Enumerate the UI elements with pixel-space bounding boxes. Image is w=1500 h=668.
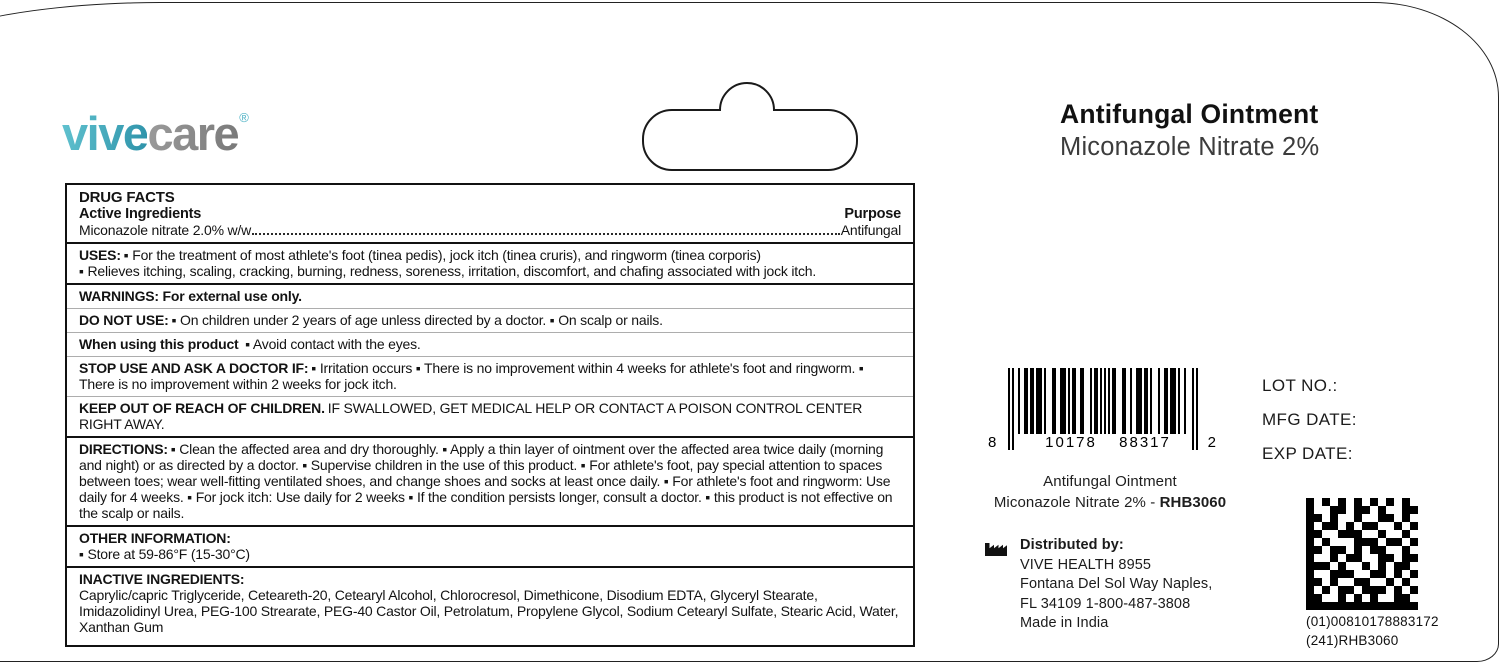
datamatrix-cell <box>1394 538 1402 546</box>
datamatrix-cell <box>1306 514 1314 522</box>
barcode-bar <box>1080 368 1084 434</box>
do-not-use-text: ▪ On children under 2 years of age unless directed by a doctor. ▪ On scalp or nails. <box>171 312 663 328</box>
datamatrix-cell <box>1314 514 1322 522</box>
lot-no-label: LOT NO.: <box>1262 376 1338 395</box>
logo-vive-text: vive <box>62 107 148 160</box>
datamatrix-cell <box>1346 554 1354 562</box>
datamatrix-cell <box>1338 570 1346 578</box>
datamatrix-cell <box>1402 530 1410 538</box>
upc-barcode <box>988 368 1218 452</box>
datamatrix-cell <box>1322 538 1330 546</box>
datamatrix-gtin: (01)00810178883172 <box>1306 614 1439 629</box>
barcode-bar <box>1130 368 1132 434</box>
datamatrix-cell <box>1402 554 1410 562</box>
lot-date-block <box>1262 369 1357 471</box>
datamatrix-cell <box>1378 562 1386 570</box>
datamatrix-cell <box>1362 522 1370 530</box>
datamatrix-cell <box>1338 602 1346 610</box>
barcode-bar <box>1030 368 1034 434</box>
registered-trademark-symbol: ® <box>239 110 248 125</box>
product-code-block <box>955 471 1265 513</box>
drug-facts-panel <box>65 183 915 647</box>
datamatrix-cell <box>1354 530 1362 538</box>
uses-line1: ▪ For the treatment of most athlete's foot (tinea pedis), jock itch (tinea cruris), and ringworm (tinea corporis) <box>123 247 761 263</box>
datamatrix-cell <box>1346 586 1354 594</box>
datamatrix-code <box>1306 498 1418 610</box>
datamatrix-cell <box>1314 594 1322 602</box>
datamatrix-cell <box>1378 586 1386 594</box>
datamatrix-cell <box>1346 570 1354 578</box>
datamatrix-cell <box>1306 546 1314 554</box>
datamatrix-cell <box>1378 506 1386 514</box>
barcode-digit-right: 2 <box>1207 434 1218 451</box>
active-ingredients-label: Active Ingredients <box>79 206 202 222</box>
datamatrix-cell <box>1346 530 1354 538</box>
datamatrix-cell <box>1338 498 1346 506</box>
datamatrix-cell <box>1410 602 1418 610</box>
datamatrix-cell <box>1410 554 1418 562</box>
datamatrix-cell <box>1378 530 1386 538</box>
datamatrix-cell <box>1402 498 1410 506</box>
do-not-use-label: DO NOT USE: <box>79 312 169 328</box>
datamatrix-cell <box>1370 546 1378 554</box>
datamatrix-cell <box>1386 538 1394 546</box>
datamatrix-cell <box>1354 602 1362 610</box>
factory-icon <box>984 539 1008 556</box>
datamatrix-cell <box>1306 538 1314 546</box>
datamatrix-cell <box>1402 506 1410 514</box>
datamatrix-cell <box>1402 514 1410 522</box>
datamatrix-cell <box>1354 498 1362 506</box>
datamatrix-text-block <box>1306 613 1439 650</box>
datamatrix-cell <box>1322 562 1330 570</box>
datamatrix-cell <box>1306 578 1314 586</box>
datamatrix-cell <box>1402 602 1410 610</box>
stop-use-label: STOP USE AND ASK A DOCTOR IF: <box>79 360 309 376</box>
datamatrix-cell <box>1330 554 1338 562</box>
barcode-bar <box>1184 368 1186 434</box>
datamatrix-cell <box>1346 602 1354 610</box>
exp-date-label: EXP DATE: <box>1262 444 1353 463</box>
datamatrix-cell <box>1362 586 1370 594</box>
datamatrix-cell <box>1410 522 1418 530</box>
datamatrix-cell <box>1306 498 1314 506</box>
barcode-bar <box>1024 368 1028 434</box>
datamatrix-cell <box>1394 562 1402 570</box>
datamatrix-cell <box>1394 522 1402 530</box>
datamatrix-cell <box>1362 578 1370 586</box>
datamatrix-cell <box>1330 522 1338 530</box>
datamatrix-cell <box>1354 578 1362 586</box>
stop-use-text: ▪ Irritation occurs ▪ There is no improvement within 4 weeks for athlete's foot and ringworm. ▪ There is no improvement within 2 weeks for jock itch. <box>79 360 864 392</box>
barcode-bar <box>1090 368 1092 434</box>
datamatrix-cell <box>1410 570 1418 578</box>
datamatrix-cell <box>1338 530 1346 538</box>
uses-label: USES: <box>79 247 121 263</box>
do-not-use-section <box>67 309 913 333</box>
barcode-bar <box>1060 368 1066 434</box>
barcode-bar <box>1150 368 1152 434</box>
dot-leader <box>252 233 840 235</box>
product-code-line2-prefix: Miconazole Nitrate 2% - <box>993 494 1160 511</box>
datamatrix-cell <box>1330 570 1338 578</box>
directions-section <box>67 438 913 527</box>
datamatrix-cell <box>1322 586 1330 594</box>
brand-logo <box>62 107 248 160</box>
tube-diecut-shape <box>640 78 860 174</box>
purpose-label: Purpose <box>844 206 901 222</box>
datamatrix-cell <box>1378 602 1386 610</box>
datamatrix-lot: (241)RHB3060 <box>1306 632 1399 648</box>
barcode-bar <box>1170 368 1176 434</box>
datamatrix-cell <box>1354 514 1362 522</box>
datamatrix-cell <box>1370 538 1378 546</box>
datamatrix-cell <box>1330 602 1338 610</box>
active-ingredient-value: Miconazole nitrate 2.0% w/w <box>79 222 252 238</box>
barcode-bar <box>1094 368 1098 434</box>
datamatrix-cell <box>1370 570 1378 578</box>
datamatrix-cell <box>1362 602 1370 610</box>
distributor-line: VIVE HEALTH 8955 <box>1020 556 1152 573</box>
barcode-bar <box>1196 368 1198 450</box>
datamatrix-cell <box>1378 554 1386 562</box>
datamatrix-cell <box>1322 498 1330 506</box>
datamatrix-cell <box>1314 602 1322 610</box>
datamatrix-cell <box>1362 506 1370 514</box>
barcode-digits-group1: 10178 <box>1030 434 1112 451</box>
datamatrix-cell <box>1306 594 1314 602</box>
barcode-bar <box>1178 368 1180 434</box>
datamatrix-cell <box>1402 578 1410 586</box>
product-title-block <box>1060 98 1319 164</box>
datamatrix-cell <box>1306 530 1314 538</box>
datamatrix-cell <box>1338 594 1346 602</box>
datamatrix-cell <box>1362 562 1370 570</box>
product-sku: RHB3060 <box>1159 494 1227 511</box>
datamatrix-cell <box>1314 546 1322 554</box>
datamatrix-cell <box>1402 546 1410 554</box>
purpose-value: Antifungal <box>840 222 901 238</box>
barcode-bar <box>1122 368 1126 434</box>
datamatrix-cell <box>1394 594 1402 602</box>
datamatrix-cell <box>1354 594 1362 602</box>
datamatrix-cell <box>1354 554 1362 562</box>
datamatrix-cell <box>1370 594 1378 602</box>
datamatrix-cell <box>1378 570 1386 578</box>
inactive-ingredients-label: INACTIVE INGREDIENTS: <box>79 571 245 587</box>
barcode-bar <box>1158 368 1160 434</box>
inactive-ingredients-section <box>67 568 913 645</box>
keep-out-section <box>67 397 913 438</box>
datamatrix-cell <box>1370 586 1378 594</box>
barcode-bar <box>1008 368 1010 450</box>
barcode-digit-left: 8 <box>988 434 999 451</box>
mfg-date-label: MFG DATE: <box>1262 410 1357 429</box>
datamatrix-cell <box>1386 498 1394 506</box>
warnings-section <box>67 285 913 309</box>
when-using-section <box>67 333 913 357</box>
datamatrix-cell <box>1370 522 1378 530</box>
distributor-line: Made in India <box>1020 615 1109 631</box>
drug-facts-header-section <box>67 185 913 244</box>
datamatrix-cell <box>1338 562 1346 570</box>
datamatrix-cell <box>1362 538 1370 546</box>
barcode-bar <box>1112 368 1116 434</box>
datamatrix-cell <box>1322 602 1330 610</box>
datamatrix-cell <box>1338 506 1346 514</box>
directions-text: ▪ Clean the affected area and dry thoroughly. ▪ Apply a thin layer of ointment over the affected area twice daily (morning and night) or as directed by a doctor. ▪ Supervise children in the use of this product. ▪ For athlete's foot, pay special attention to spaces between toes; wear well-fitting ventilated shoes, and change shoes and socks at least once daily. ▪ For athlete's foot and ringworm: Use daily for 4 weeks. ▪ For jock itch: Use daily for 2 weeks ▪ If the condition persists longer, consult a doctor. ▪ this product is not effective on the scalp or nails. <box>79 441 893 521</box>
barcode-bar <box>1012 368 1014 450</box>
datamatrix-cell <box>1410 506 1418 514</box>
distributor-block <box>984 536 1212 634</box>
product-subtitle: Miconazole Nitrate 2% <box>1060 133 1320 161</box>
warnings-label: WARNINGS: For external use only. <box>79 288 302 304</box>
datamatrix-cell <box>1378 514 1386 522</box>
datamatrix-cell <box>1314 530 1322 538</box>
datamatrix-cell <box>1386 554 1394 562</box>
barcode-bar <box>1164 368 1168 434</box>
when-using-text: ▪ Avoid contact with the eyes. <box>245 336 421 352</box>
distributor-line: Fontana Del Sol Way Naples, <box>1020 576 1213 592</box>
product-code-line1: Antifungal Ointment <box>1043 473 1177 490</box>
datamatrix-cell <box>1330 506 1338 514</box>
datamatrix-cell <box>1306 586 1314 594</box>
directions-label: DIRECTIONS: <box>79 441 168 457</box>
datamatrix-cell <box>1370 602 1378 610</box>
datamatrix-cell <box>1346 522 1354 530</box>
datamatrix-cell <box>1394 602 1402 610</box>
other-information-text: ▪ Store at 59-86°F (15-30°C) <box>79 546 250 562</box>
datamatrix-cell <box>1338 546 1346 554</box>
datamatrix-cell <box>1330 514 1338 522</box>
datamatrix-cell <box>1306 562 1314 570</box>
uses-section <box>67 244 913 285</box>
datamatrix-cell <box>1386 514 1394 522</box>
datamatrix-cell <box>1314 562 1322 570</box>
distributed-by-label: Distributed by: <box>1020 537 1124 553</box>
datamatrix-cell <box>1394 570 1402 578</box>
other-information-section <box>67 527 913 568</box>
drug-facts-title: DRUG FACTS <box>79 189 175 206</box>
logo-care-text: care <box>147 107 239 160</box>
barcode-bar <box>1052 368 1056 434</box>
datamatrix-cell <box>1338 586 1346 594</box>
datamatrix-cell <box>1386 602 1394 610</box>
datamatrix-cell <box>1330 546 1338 554</box>
datamatrix-cell <box>1370 498 1378 506</box>
inactive-ingredients-text: Caprylic/capric Triglyceride, Ceteareth-20, Cetearyl Alcohol, Chlorocresol, Dimethicone, Disodium EDTA, Glyceryl Stearate, Imidazolidinyl Urea, PEG-100 Strearate, PEG-40 Castor Oil, Petrolatum, Propylene Glycol, Sodium Cetearyl Sulfate, Stearic Acid, Water, Xanthan Gum <box>79 587 899 635</box>
distributor-line: FL 34109 1-800-487-3808 <box>1020 595 1191 612</box>
barcode-bar <box>1192 368 1194 450</box>
datamatrix-cell <box>1402 594 1410 602</box>
datamatrix-cell <box>1354 546 1362 554</box>
datamatrix-cell <box>1306 506 1314 514</box>
datamatrix-cell <box>1354 538 1362 546</box>
barcode-bar <box>1036 368 1042 434</box>
datamatrix-cell <box>1330 578 1338 586</box>
barcode-bar <box>1108 368 1110 434</box>
datamatrix-cell <box>1378 546 1386 554</box>
keep-out-text: IF SWALLOWED, GET MEDICAL HELP OR CONTACT A POISON CONTROL CENTER RIGHT AWAY. <box>79 400 863 432</box>
datamatrix-cell <box>1386 578 1394 586</box>
datamatrix-cell <box>1402 562 1410 570</box>
datamatrix-cell <box>1354 506 1362 514</box>
barcode-bar <box>1144 368 1148 434</box>
other-information-label: OTHER INFORMATION: <box>79 530 231 546</box>
barcode-bar <box>1044 368 1046 434</box>
datamatrix-cell <box>1322 522 1330 530</box>
barcode-digits-group2: 88317 <box>1104 434 1186 451</box>
datamatrix-cell <box>1306 570 1314 578</box>
datamatrix-cell <box>1410 538 1418 546</box>
barcode-bar <box>1068 368 1070 434</box>
when-using-label: When using this product <box>79 336 239 352</box>
datamatrix-cell <box>1306 554 1314 562</box>
datamatrix-cell <box>1306 602 1314 610</box>
keep-out-label: KEEP OUT OF REACH OF CHILDREN. <box>79 400 325 416</box>
stop-use-section <box>67 357 913 397</box>
product-title: Antifungal Ointment <box>1060 99 1319 129</box>
barcode-bar <box>1018 368 1020 434</box>
datamatrix-cell <box>1410 586 1418 594</box>
barcode-bar <box>1072 368 1076 434</box>
datamatrix-cell <box>1394 586 1402 594</box>
datamatrix-cell <box>1314 578 1322 586</box>
uses-line2: ▪ Relieves itching, scaling, cracking, burning, redness, soreness, irritation, discomfort, and chafing associated with jock itch. <box>79 263 817 279</box>
datamatrix-cell <box>1306 522 1314 530</box>
barcode-bar <box>1136 368 1142 434</box>
